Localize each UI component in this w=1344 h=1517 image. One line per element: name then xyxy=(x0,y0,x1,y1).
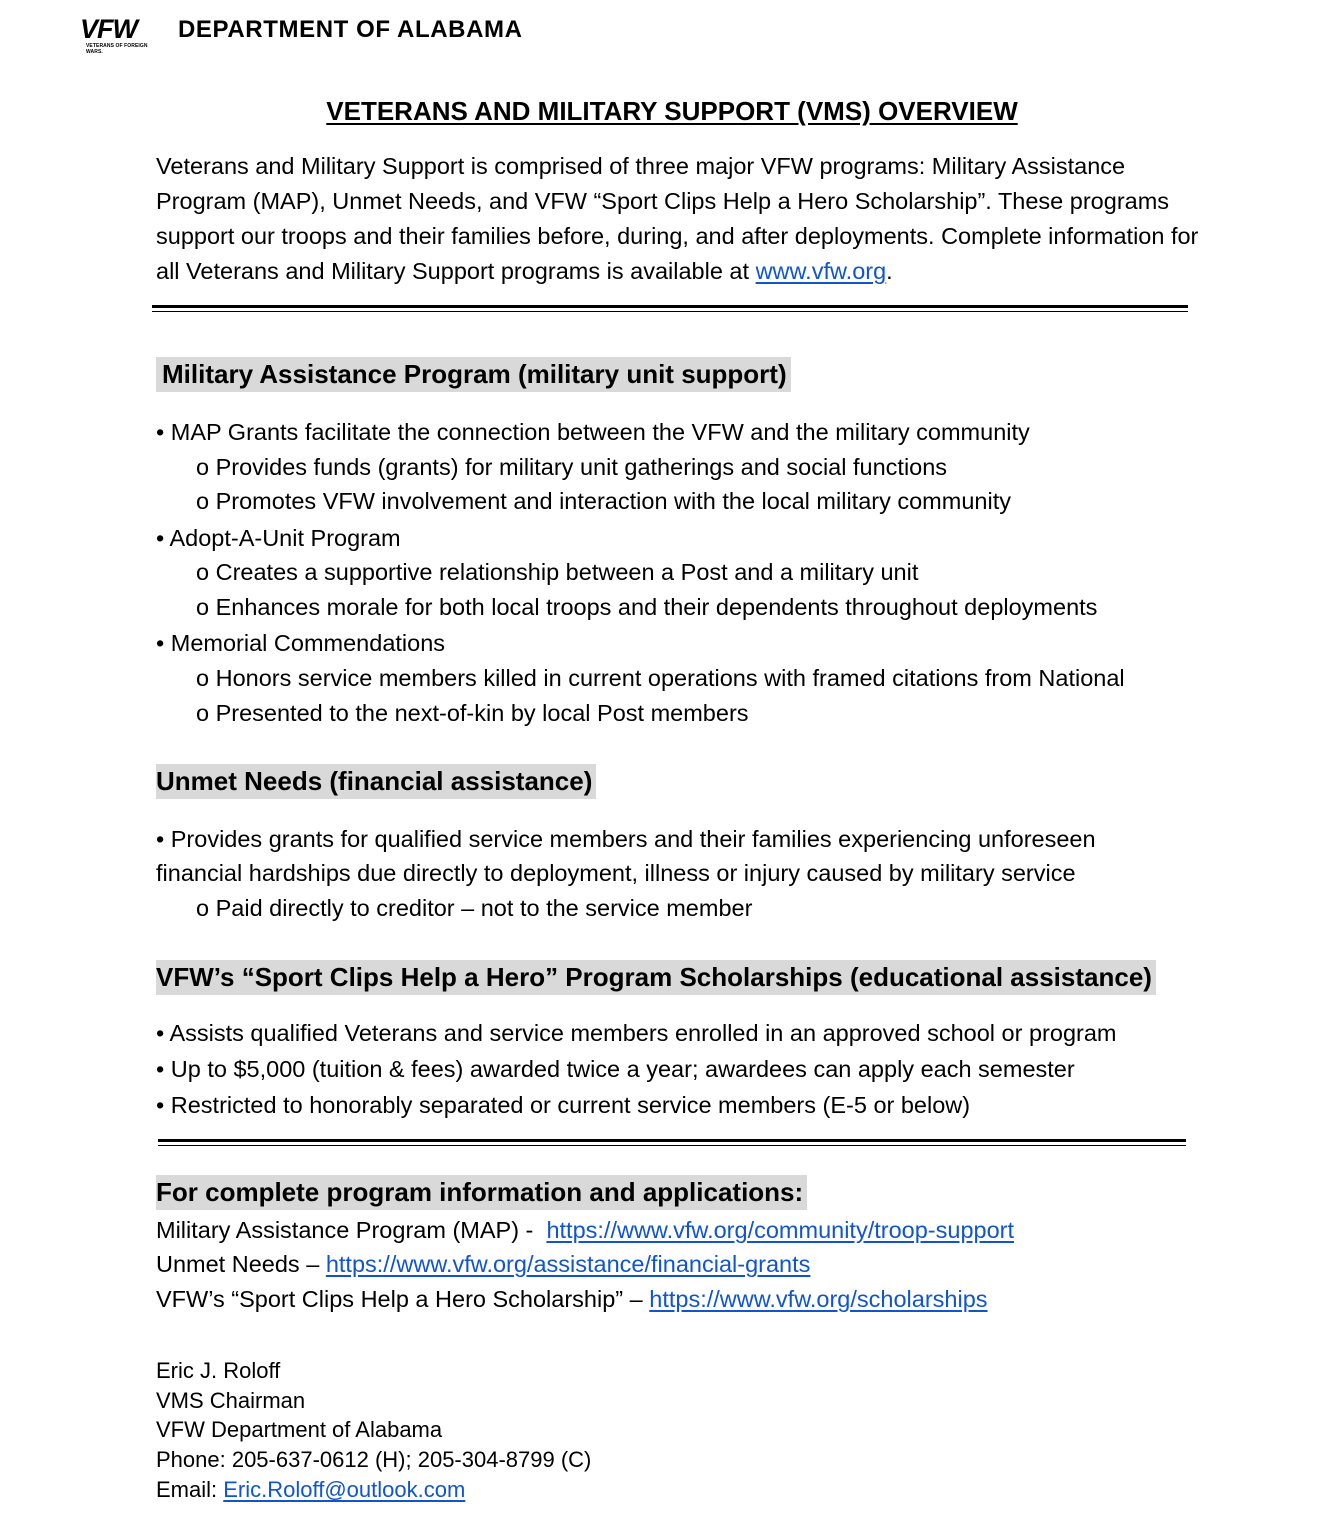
map-sub-4: o Enhances morale for both local troops and their dependents throughout deployments xyxy=(196,594,1098,620)
map-sub-2: o Promotes VFW involvement and interaction with the local military community xyxy=(196,488,1011,514)
intro-text: Veterans and Military Support is comprised of three major VFW programs: Military Assistance Program (MAP), Unmet Needs, and VFW “Sport Clips Help a Hero Scholarship”. These programs support our troops and their families before, during, and after deployments. Complete information for all Veterans and Military Support programs is available at xyxy=(156,153,1199,284)
unmet-bullet-1-cont: financial hardships due directly to deployment, illness or injury caused by military service xyxy=(156,860,1076,886)
scholarship-section-heading: VFW’s “Sport Clips Help a Hero” Program Scholarships (educational assistance) xyxy=(156,960,1156,995)
contact-org: VFW Department of Alabama xyxy=(156,1417,443,1442)
contact-email-row xyxy=(156,1475,465,1505)
divider-thick-2 xyxy=(158,1139,1186,1142)
map-section-heading: Military Assistance Program (military unit support) xyxy=(156,357,791,392)
contact-name: Eric J. Roloff xyxy=(156,1358,281,1383)
contact-role: VMS Chairman xyxy=(156,1388,306,1413)
divider-thick xyxy=(152,305,1188,308)
info-label-scholarship: VFW’s “Sport Clips Help a Hero Scholarship” – xyxy=(156,1286,650,1312)
info-label-unmet: Unmet Needs – xyxy=(156,1251,326,1277)
intro-end: . xyxy=(886,258,893,284)
vfw-logo xyxy=(80,14,164,54)
scholarship-bullet-1: • Assists qualified Veterans and service members enrolled in an approved school or program xyxy=(156,1020,1117,1046)
info-link-row-scholarship xyxy=(156,1282,988,1317)
map-sub-1: o Provides funds (grants) for military unit gatherings and social functions xyxy=(196,454,948,480)
map-link[interactable]: https://www.vfw.org/community/troop-support xyxy=(546,1217,1015,1243)
info-label-map: Military Assistance Program (MAP) - xyxy=(156,1217,547,1243)
contact-phone: Phone: 205-637-0612 (H); 205-304-8799 (C) xyxy=(156,1447,592,1472)
divider-thin-2 xyxy=(158,1145,1186,1146)
department-title: DEPARTMENT OF ALABAMA xyxy=(178,16,523,43)
intro-paragraph xyxy=(156,149,1216,289)
contact-email-link[interactable]: Eric.Roloff@outlook.com xyxy=(223,1477,466,1502)
divider-thin xyxy=(152,311,1188,312)
scholarship-bullet-3: • Restricted to honorably separated or current service members (E-5 or below) xyxy=(156,1092,971,1118)
page-title: VETERANS AND MILITARY SUPPORT (VMS) OVERVIEW xyxy=(326,96,1018,126)
map-bullet-3: • Memorial Commendations xyxy=(156,630,446,656)
vfw-website-link[interactable]: www.vfw.org xyxy=(755,258,887,284)
map-sub-3: o Creates a supportive relationship between a Post and a military unit xyxy=(196,559,919,585)
scholarships-link[interactable]: https://www.vfw.org/scholarships xyxy=(649,1286,988,1312)
unmet-needs-link[interactable]: https://www.vfw.org/assistance/financial-grants xyxy=(325,1251,811,1277)
unmet-sub-1: o Paid directly to creditor – not to the service member xyxy=(196,895,753,921)
vfw-logo-text: VFW xyxy=(80,14,137,44)
scholarship-bullet-2: • Up to $5,000 (tuition & fees) awarded twice a year; awardees can apply each semester xyxy=(156,1056,1075,1082)
contact-email-label: Email: xyxy=(156,1477,224,1502)
map-bullet-1: • MAP Grants facilitate the connection between the VFW and the military community xyxy=(156,419,1030,445)
unmet-bullet-1: • Provides grants for qualified service members and their families experiencing unforeseen xyxy=(156,826,1096,852)
map-sub-5: o Honors service members killed in current operations with framed citations from National xyxy=(196,665,1125,691)
map-sub-6: o Presented to the next-of-kin by local Post members xyxy=(196,700,749,726)
info-link-row-map xyxy=(156,1213,1014,1248)
map-bullet-2: • Adopt-A-Unit Program xyxy=(156,525,401,551)
info-link-row-unmet xyxy=(156,1247,810,1282)
info-section-heading: For complete program information and applications: xyxy=(156,1175,807,1210)
unmet-section-heading: Unmet Needs (financial assistance) xyxy=(156,764,596,799)
vfw-logo-subtext: VETERANS OF FOREIGN WARS. xyxy=(86,43,148,55)
